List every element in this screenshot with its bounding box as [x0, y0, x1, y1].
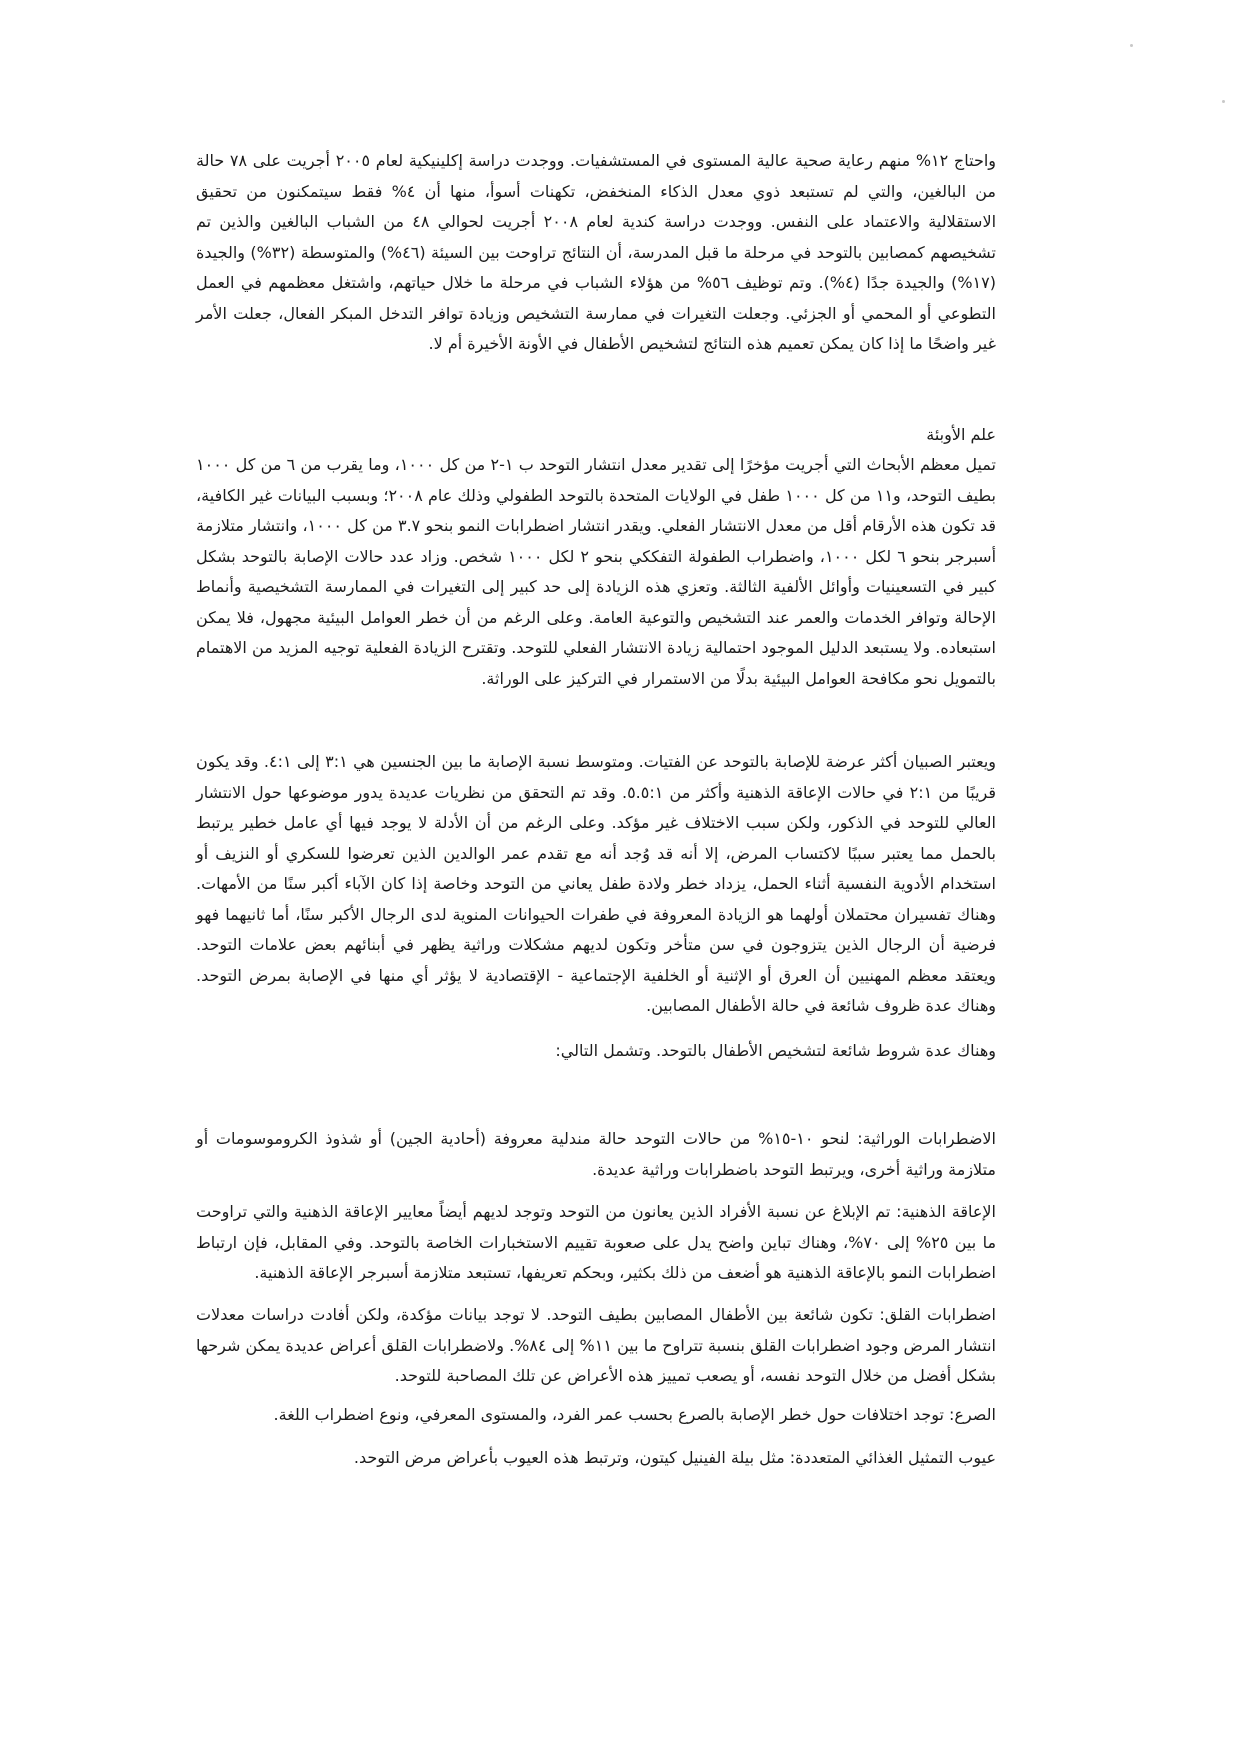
paragraph-prevalence: تميل معظم الأبحاث التي أجريت مؤخرًا إلى تقدير معدل انتشار التوحد ب ١-٢ من كل ١٠٠٠، وما يقرب من ٦ من كل ١٠٠٠ بطيف التوحد، و١١ من كل ١٠٠٠ طفل في الولايات المتحدة بالتوحد الطفولي وذلك عام ٢٠٠٨؛ وبسبب البيانات غير الكافية، قد تكون هذه الأرقام أقل من معدل الانتشار الفعلي. ويقدر انتشار اضطرابات النمو بنحو ٣.٧ من كل ١٠٠٠، وانتشار متلازمة أسبرجر بنحو ٦ لكل ١٠٠٠، واضطراب الطفولة التفككي بنحو ٢ لكل ١٠٠٠ شخص. وزاد عدد حالات الإصابة بالتوحد بشكل كبير في التسعينيات وأوائل الألفية الثالثة. وتعزي هذه الزيادة إلى حد كبير إلى التغيرات في الممارسة التشخيصية وأنماط الإحالة وتوافر الخدمات والعمر عند التشخيص والتوعية العامة. وعلى الرغم من أن خطر العوامل البيئية مجهول، فلا يمكن استبعاده. ولا يستبعد الدليل الموجود احتمالية زيادة الانتشار الفعلي للتوحد. وتقترح الزيادة الفعلية توجيه المزيد من الاهتمام بالتمويل نحو مكافحة العوامل البيئية بدلًا من الاستمرار في التركيز على الوراثة. — [196, 455, 997, 688]
condition-genetic-disorders: الاضطرابات الوراثية: لنحو ١٠-١٥% من حالات التوحد حالة مندلية معروفة (أحادية الجين) أو شذوذ الكروموسومات أو متلازمة وراثية أخرى، ويرتبط التوحد باضطرابات وراثية عديدة. — [196, 1129, 996, 1179]
paragraph-sex-ratio: ويعتبر الصبيان أكثر عرضة للإصابة بالتوحد عن الفتيات. ومتوسط نسبة الإصابة ما بين الجنسين هي ٣:١ إلى ٤:١. وقد يكون قريبًا من ٢:١ في حالات الإعاقة الذهنية وأكثر من ٥.٥:١. وقد تم التحقق من نظريات عديدة يدور موضوعها حول الانتشار العالي للتوحد في الذكور، ولكن سبب الاختلاف غير مؤكد. وعلى الرغم من أن الأدلة لا يوجد فيها أي عامل خطير يرتبط بالحمل مما يعتبر سببًا لاكتساب المرض، إلا أنه قد وُجد أنه مع تقدم عمر الوالدين الذين تعرضوا للسكري أو النزيف أو استخدام الأدوية النفسية أثناء الحمل، يزداد خطر ولادة طفل يعاني من التوحد وخاصة إذا كان الآباء أكبر سنًا من الأمهات. وهناك تفسيران محتملان أولهما هو الزيادة المعروفة في طفرات الحيوانات المنوية لدى الرجال الأكبر سنًا، أما ثانيهما فهو فرضية أن الرجال الذين يتزوجون في سن متأخر وتكون لديهم مشكلات وراثية يظهر في أبنائهم بعض علامات التوحد. ويعتقد معظم المهنيين أن العرق أو الإثنية أو الخلفية الإجتماعية - الإقتصادية لا يؤثر أي منها في الإصابة بمرض التوحد. وهناك عدة ظروف شائعة في حالة الأطفال المصابين. — [196, 752, 997, 1015]
section-heading-epidemiology: علم الأوبئة — [926, 425, 996, 444]
scan-speck — [1222, 100, 1225, 103]
condition-anxiety-disorders: اضطرابات القلق: تكون شائعة بين الأطفال المصابين بطيف التوحد. لا توجد بيانات مؤكدة، ولكن أفادت دراسات معدلات انتشار المرض وجود اضطرابات القلق بنسبة تتراوح ما بين ١١% إلى ٨٤%. ولاضطرابات القلق أعراض عديدة يمكن شرحها بشكل أفضل من خلال التوحد نفسه، أو يصعب تمييز هذه الأعراض عن تلك المصاحبة للتوحد. — [196, 1305, 997, 1385]
scan-speck — [1130, 44, 1133, 47]
condition-metabolic-defects: عيوب التمثيل الغذائي المتعددة: مثل بيلة الفينيل كيتون، وترتبط هذه العيوب بأعراض مرض التوحد. — [353, 1448, 996, 1467]
paragraph-outcomes: واحتاج ١٢% منهم رعاية صحية عالية المستوى في المستشفيات. ووجدت دراسة إكلينيكية لعام ٢٠٠٥ أجريت على ٧٨ حالة من البالغين، والتي لم تستبعد ذوي معدل الذكاء المنخفض، تكهنات أسوأ، منها أن ٤% فقط سيتمكنون من تحقيق الاستقلالية والاعتماد على النفس. ووجدت دراسة كندية لعام ٢٠٠٨ أجريت لحوالي ٤٨ من الشباب البالغين والذين تم تشخيصهم كمصابين بالتوحد في مرحلة ما قبل المدرسة، أن النتائج تراوحت بين السيئة (٤٦%) والمتوسطة (٣٢%) والجيدة (١٧%) والجيدة جدًا (٤%). وتم توظيف ٥٦% من هؤلاء الشباب في مرحلة ما خلال حياتهم، واشتغل معظمهم في العمل التطوعي أو المحمي أو الجزئي. وجعلت التغيرات في ممارسة التشخيص وزيادة توافر التدخل المبكر الفعال، جعلت الأمر غير واضحًا ما إذا كان يمكن تعميم هذه النتائج لتشخيص الأطفال في الأونة الأخيرة أم لا. — [196, 151, 997, 353]
condition-intellectual-disability: الإعاقة الذهنية: تم الإبلاغ عن نسبة الأفراد الذين يعانون من التوحد وتوجد لديهم أيضاً معايير الإعاقة الذهنية والتي تراوحت ما بين ٢٥% إلى ٧٠%، وهناك تباين واضح يدل على صعوبة تقييم الاستخبارات الخاصة بالتوحد. وفي المقابل، فإن ارتباط اضطرابات النمو بالإعاقة الذهنية هو أضعف من ذلك بكثير، وبحكم تعريفها، تستبعد متلازمة أسبرجر الإعاقة الذهنية. — [196, 1202, 997, 1282]
conditions-intro: وهناك عدة شروط شائعة لتشخيص الأطفال بالتوحد. وتشمل التالي: — [555, 1041, 996, 1060]
condition-epilepsy: الصرع: توجد اختلافات حول خطر الإصابة بالصرع بحسب عمر الفرد، والمستوى المعرفي، ونوع اضطراب اللغة. — [273, 1405, 996, 1424]
